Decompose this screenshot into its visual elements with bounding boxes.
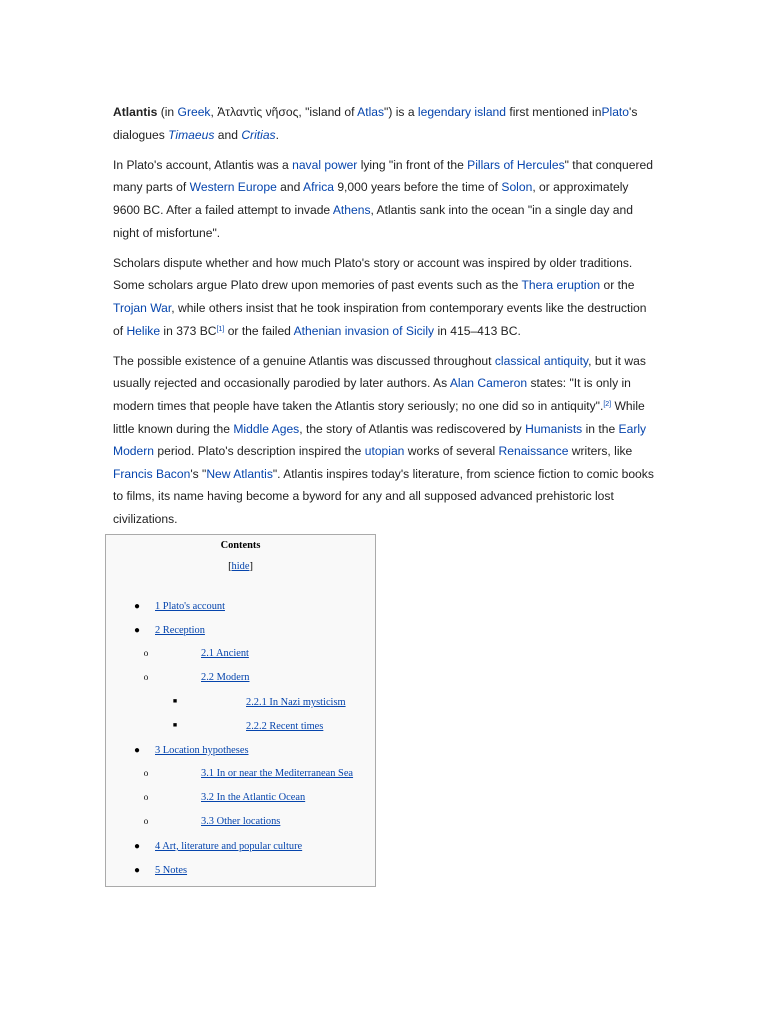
link-athens[interactable]: Athens bbox=[332, 202, 371, 217]
text: in the bbox=[582, 421, 619, 436]
link-naval-power[interactable]: naval power bbox=[292, 157, 358, 172]
link-plato[interactable]: Plato bbox=[601, 105, 630, 119]
bullet-square-icon: ■ bbox=[172, 697, 178, 705]
article-subject: Atlantis bbox=[113, 105, 158, 119]
text: 's " bbox=[190, 466, 207, 481]
paragraph-existence bbox=[113, 350, 658, 531]
bullet-disc-icon: ● bbox=[133, 625, 141, 636]
text: lying "in front of the bbox=[357, 157, 468, 172]
text: writers, like bbox=[568, 444, 633, 459]
toc-link-atlantic-ocean[interactable]: 3.2 In the Atlantic Ocean bbox=[201, 792, 306, 803]
text: " that conquered many parts of bbox=[113, 157, 653, 195]
text: works of several bbox=[404, 444, 499, 459]
link-text: Timaeus bbox=[168, 127, 215, 142]
link-text: Critias bbox=[241, 127, 276, 142]
text: states: "It is only in modern times that people have taken the Atlantis story seriously; no one did so in antiquity". bbox=[113, 376, 631, 413]
bracket: ] bbox=[249, 561, 253, 572]
link-middle-ages[interactable]: Middle Ages bbox=[233, 421, 300, 436]
bullet-circle-icon: o bbox=[143, 792, 149, 802]
toc-link-notes[interactable]: 5 Notes bbox=[155, 865, 188, 876]
text: . bbox=[275, 127, 279, 142]
text: first mentioned in bbox=[506, 105, 602, 119]
reference-2[interactable] bbox=[603, 401, 611, 408]
link-atlas[interactable]: Atlas bbox=[357, 105, 385, 119]
text: 's dialogues bbox=[113, 105, 638, 142]
toc-hide-toggle bbox=[106, 561, 375, 572]
link-pillars-of-hercules[interactable]: Pillars of Hercules bbox=[467, 157, 565, 172]
toc-link-mediterranean[interactable]: 3.1 In or near the Mediterranean Sea bbox=[201, 768, 354, 779]
text: , "island of bbox=[298, 105, 358, 119]
toc-link-recent-times[interactable]: 2.2.2 Recent times bbox=[246, 721, 324, 732]
toc-hide-link[interactable]: hide bbox=[231, 561, 250, 572]
text: Scholars dispute whether and how much Plato's story or account was inspired by older traditions. Some scholars argue Plato drew upon memories of past events such as the bbox=[113, 255, 633, 293]
text: The possible existence of a genuine Atlantis was discussed throughout bbox=[113, 353, 495, 368]
toc-link-platos-account[interactable]: 1 Plato's account bbox=[155, 601, 225, 612]
bullet-disc-icon: ● bbox=[133, 745, 141, 756]
text: , but it was usually rejected and occasionally parodied by later authors. As bbox=[113, 353, 646, 391]
text: period. Plato's description inspired the bbox=[154, 444, 365, 459]
toc-link-other-locations[interactable]: 3.3 Other locations bbox=[201, 816, 281, 827]
text: , the story of Atlantis was rediscovered by bbox=[299, 421, 526, 436]
link-early-modern[interactable]: Early Modern bbox=[113, 421, 647, 459]
link-new-atlantis[interactable]: New Atlantis bbox=[206, 466, 273, 481]
bullet-disc-icon: ● bbox=[133, 841, 141, 852]
link-trojan-war[interactable]: Trojan War bbox=[113, 300, 172, 315]
bullet-disc-icon: ● bbox=[133, 865, 141, 876]
link-africa[interactable]: Africa bbox=[303, 180, 334, 195]
bullet-circle-icon: o bbox=[143, 648, 149, 658]
link-athenian-invasion[interactable]: Athenian invasion of Sicily bbox=[293, 323, 435, 338]
text: , bbox=[210, 105, 218, 119]
text: or the bbox=[600, 278, 635, 293]
toc-link-reception[interactable]: 2 Reception bbox=[155, 625, 205, 636]
text: in 373 BC bbox=[160, 323, 217, 338]
text: , while others insist that he took inspiration from contemporary events like the destruction of bbox=[113, 300, 647, 338]
bullet-square-icon: ■ bbox=[172, 721, 178, 729]
paragraph-account bbox=[113, 154, 658, 244]
greek-text: Ἀτλαντὶς νῆσος bbox=[217, 105, 299, 119]
link-utopian[interactable]: utopian bbox=[364, 444, 405, 459]
text: , or approximately 9600 BC. After a failed attempt to invade bbox=[113, 180, 629, 217]
toc-link-ancient[interactable]: 2.1 Ancient bbox=[201, 648, 249, 659]
link-legendary-island[interactable]: legendary island bbox=[417, 105, 506, 119]
link-timaeus[interactable] bbox=[168, 128, 214, 142]
text: 9,000 years before the time of bbox=[333, 180, 502, 195]
table-of-contents bbox=[105, 534, 376, 887]
text: and bbox=[214, 127, 242, 142]
link-francis-bacon[interactable]: Francis Bacon bbox=[113, 466, 191, 481]
toc-link-location-hypotheses[interactable]: 3 Location hypotheses bbox=[155, 745, 249, 756]
text: or the failed bbox=[224, 323, 294, 338]
toc-title: Contents bbox=[220, 540, 261, 551]
link-critias[interactable] bbox=[241, 128, 275, 142]
paragraph-scholars bbox=[113, 252, 658, 342]
link-greek[interactable]: Greek bbox=[177, 105, 211, 119]
toc-link-art-literature[interactable]: 4 Art, literature and popular culture bbox=[155, 841, 303, 852]
bullet-circle-icon: o bbox=[143, 768, 149, 778]
toc-link-modern[interactable]: 2.2 Modern bbox=[201, 672, 250, 683]
link-humanists[interactable]: Humanists bbox=[525, 421, 583, 436]
bullet-circle-icon: o bbox=[143, 816, 149, 826]
text: While little known during the bbox=[113, 398, 645, 436]
text: ") is a bbox=[384, 105, 418, 119]
reference-link[interactable]: [2] bbox=[603, 400, 612, 408]
text: In Plato's account, Atlantis was a bbox=[113, 157, 293, 172]
text: and bbox=[276, 180, 304, 195]
bullet-disc-icon: ● bbox=[133, 601, 141, 612]
text: ". Atlantis inspires today's literature, from science fiction to comic books to films, its name having become a byword for any and all supposed advanced prehistoric lost civilizations. bbox=[113, 466, 654, 526]
link-western-europe[interactable]: Western Europe bbox=[189, 180, 277, 195]
link-alan-cameron[interactable]: Alan Cameron bbox=[449, 376, 528, 391]
text: (in bbox=[157, 105, 178, 119]
text: in 415–413 BC. bbox=[434, 323, 521, 338]
link-renaissance[interactable]: Renaissance bbox=[498, 444, 569, 459]
bracket: [ bbox=[228, 561, 232, 572]
link-solon[interactable]: Solon bbox=[501, 180, 533, 195]
link-classical-antiquity[interactable]: classical antiquity bbox=[494, 353, 589, 368]
reference-link[interactable]: [1] bbox=[216, 325, 225, 333]
link-helike[interactable]: Helike bbox=[126, 323, 161, 338]
text: , Atlantis sank into the ocean "in a single day and night of misfortune". bbox=[113, 202, 633, 240]
link-thera-eruption[interactable]: Thera eruption bbox=[521, 278, 601, 293]
article-body bbox=[113, 101, 658, 538]
bullet-circle-icon: o bbox=[143, 672, 149, 682]
paragraph-intro bbox=[113, 101, 658, 146]
toc-link-nazi-mysticism[interactable]: 2.2.1 In Nazi mysticism bbox=[246, 697, 346, 708]
